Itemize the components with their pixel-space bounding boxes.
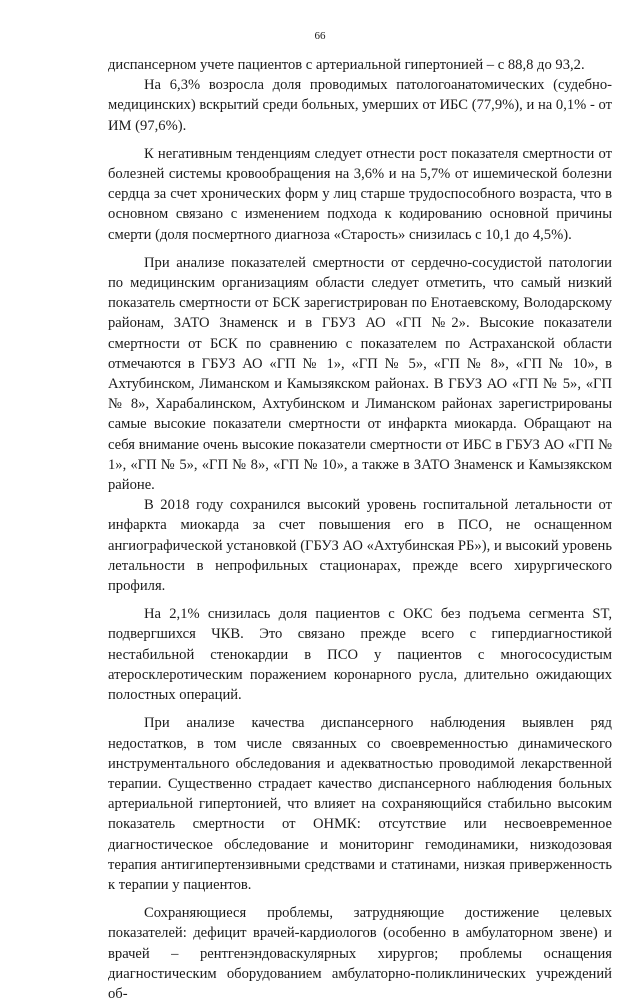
page-number: 66 — [314, 30, 326, 42]
paragraph-1: диспансерном учете пациентов с артериальной гипертонией – с 88,8 до 93,2. — [108, 57, 585, 73]
paragraph-8: Сохраняющиеся проблемы, затрудняющие достижение целевых показателей: дефицит врачей-кардиологов (особенно в амбулаторном звене) и врачей – рентгенэндоваскулярных хирургов; проблемы оснащения диагностическим оборудованием амбулаторно-поликлинических учреждений об- — [108, 905, 612, 1002]
paragraph-3: К негативным тенденциям следует отнести рост показателя смертности от болезней системы кровообращения на 3,6% и на 5,7% от ишемической болезни сердца за счет хронических форм у лиц старше трудоспособного возраста, что в основном связано с изменением подхода к кодированию основной причины смерти (доля посмертного диагноза «Старость» снизилась с 10,1 до 4,5%). — [108, 145, 612, 243]
paragraph-7: При анализе качества диспансерного наблюдения выявлен ряд недостатков, в том числе связанных со своевременностью динамического инструментального обследования и адекватностью проводимой лекарственной терапии. Существенно страдает качество диспансерного наблюдения больных артериальной гипертонией, что влияет на сохраняющийся стабильно высоким показатель смертности от ОНМК: отсутствие или несвоевременное диагностическое обследование и мониторинг гемодинамики, низкодозовая терапия антигипертензивными средствами и статинами, низкая приверженность к терапии у пациентов. — [108, 715, 612, 893]
paragraph-6: На 2,1% снизилась доля пациентов с ОКС без подъема сегмента ST, подвергшихся ЧКВ. Это связано прежде всего с гипердиагностикой нестабильной стенокардии в ПСО у пациентов с многососудистым атеросклеротическим поражением коронарного русла, длительно ожидающих полостных операций. — [108, 606, 612, 704]
paragraph-4: При анализе показателей смертности от сердечно-сосудистой патологии по медицинским организациям области следует отметить, что самый низкий показатель смертности от БСК зарегистрирован по Енотаевскому, Володарскому районам, ЗАТО Знаменск и в ГБУЗ АО «ГП №2». Высокие показатели смертности от БСК по сравнению с показателем по Астраханской области отмечаются в ГБУЗ АО «ГП № 1», «ГП № 5», «ГП № 8», «ГП № 10», в Ахтубинском, Лиманском и Камызякском районах. В ГБУЗ АО «ГП № 5», «ГП № 8», Харабалинском, Ахтубинском и Лиманском районах зарегистрированы самые высокие показатели смертности от инфаркта миокарда. Обращают на себя внимание очень высокие показатели смертности от ИБС в ГБУЗ АО «ГП № 1», «ГП № 5», «ГП № 8», «ГП № 10», а также в ЗАТО Знаменск и Камызякском районе. — [108, 254, 612, 494]
paragraph-2: На 6,3% возросла доля проводимых патологоанатомических (судебно-медицинских) вскрытий среди больных, умерших от ИБС (77,9%), и на 0,1% - от ИМ (97,6%). — [108, 77, 612, 134]
body-text — [108, 55, 612, 1004]
paragraph-5: В 2018 году сохранился высокий уровень госпитальной летальности от инфаркта миокарда за счет повышения его в ПСО, не оснащенном ангиографической установкой (ГБУЗ АО «Ахтубинская РБ»), и высокий уровень летальности в непрофильных стационарах, прежде всего хирургического профиля. — [108, 497, 612, 595]
